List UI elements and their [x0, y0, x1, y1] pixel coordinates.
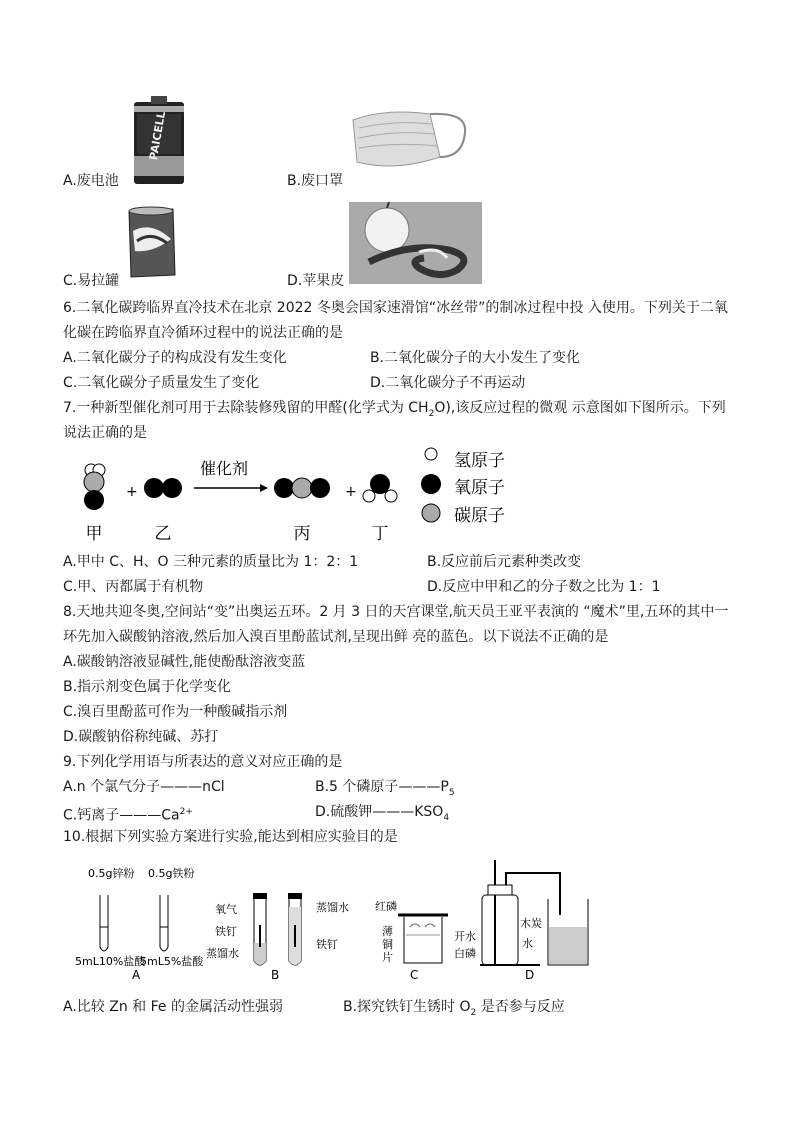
q5-option-b: B.废口罩: [287, 173, 344, 189]
q5-option-a: A.废电池: [63, 173, 119, 189]
reaction-diagram: [62, 444, 522, 549]
plus-sign-1: +: [126, 484, 138, 500]
fig-a-iron-label: 0.5g铁粉: [148, 867, 195, 880]
label-ding: 丁: [371, 524, 389, 544]
q10-option-a: A.比较 Zn 和 Fe 的金属活动性强弱: [63, 999, 283, 1015]
q9-option-a: A.n 个氯气分子———nCl: [63, 779, 225, 795]
fig-d-water-label: 水: [522, 937, 533, 950]
q8-stem-line1: 8.天地共迎冬奥,空间站“变”出奥运五环。2 月 3 日的天宫课堂,航天员王亚平表演的 “魔术”里,五环的其中一: [63, 604, 729, 620]
figure-a: [75, 866, 204, 982]
q7-option-b: B.反应前后元素种类改变: [427, 554, 582, 570]
molecule-yi: [144, 478, 182, 498]
molecule-jia: [84, 464, 105, 510]
q7-stem-line2: 说法正确的是: [63, 425, 147, 441]
fig-a-letter: A: [132, 968, 141, 982]
figure-b: [206, 893, 349, 982]
q8-option-d: D.碳酸钠俗称纯碱、苏打: [63, 729, 219, 745]
legend-oxygen: 氧原子: [454, 478, 505, 498]
q7-option-d: D.反应中甲和乙的分子数之比为 1：1: [427, 579, 661, 595]
q9-option-b: B.5 个磷原子$———P_5$: [315, 779, 455, 798]
q5-option-c: C.易拉罐: [63, 273, 120, 289]
catalyst-label: 催化剂: [200, 459, 249, 478]
fig-a-acid-left: 5mL10%盐酸: [75, 955, 146, 968]
fig-c-white-phosphorus-label: 白磷: [454, 947, 476, 960]
q8-option-c: C.溴百里酚蓝可作为一种酸碱指示剂: [63, 704, 288, 720]
q6-option-c: C.二氧化碳分子质量发生了变化: [63, 375, 260, 391]
figure-d: [480, 860, 588, 982]
fig-c-copper-label-2: 铜: [382, 938, 393, 951]
fig-c-hot-water-label: 开水: [454, 930, 476, 943]
fig-a-zinc-label: 0.5g锌粉: [88, 867, 135, 880]
q8-option-b: B.指示剂变色属于化学变化: [63, 679, 232, 695]
plus-sign-2: +: [345, 484, 357, 500]
fig-c-copper-label-1: 薄: [382, 925, 393, 938]
fig-c-letter: C: [410, 968, 419, 982]
q6-stem-line1: 6.二氧化碳跨临界直冷技术在北京 2022 冬奥会国家速滑馆“冰丝带”的制冰过程中投 入使用。下列关于二氧: [63, 300, 728, 316]
q6-option-a: A.二氧化碳分子的构成没有发生变化: [63, 350, 287, 366]
fig-a-acid-right: 5mL5%盐酸: [140, 955, 204, 968]
experiment-figures: [70, 855, 600, 990]
q8-option-a: A.碳酸钠溶液显碱性,能使酚酞溶液变蓝: [63, 654, 306, 670]
legend-carbon: 碳原子: [454, 506, 505, 526]
q7-option-a: A.甲中 C、H、O 三种元素的质量比为 1：2：1: [63, 554, 359, 570]
label-jia: 甲: [85, 524, 103, 544]
fig-b-nail-right-label: 铁钉: [316, 938, 338, 951]
q8-stem-line2: 环先加入碳酸钠溶液,然后加入溴百里酚蓝试剂,呈现出鲜 亮的蓝色。以下说法不正确的是: [63, 629, 609, 645]
q10-option-b: B.探究铁钉生锈时 $O_2$ 是否参与反应: [343, 999, 565, 1018]
apple-peel-image: [349, 202, 482, 284]
legend-hydrogen: 氢原子: [454, 451, 505, 471]
fig-b-nail-left-label: 铁钉: [215, 925, 237, 938]
fig-b-water-right-label: 蒸馏水: [316, 901, 349, 914]
mask-image: [345, 102, 470, 177]
q5-option-d: D.苹果皮: [287, 273, 345, 289]
q9-option-c: C.钙离子$———Ca^{2+}$: [63, 807, 193, 824]
fig-c-red-phosphorus-label: 红磷: [375, 900, 397, 913]
q6-stem-line2: 化碳在跨临界直冷循环过程中的说法正确的是: [63, 325, 343, 341]
molecule-ding: [363, 474, 397, 502]
fig-d-charcoal-label: 木炭: [520, 917, 542, 930]
q7-stem-line1: 7.一种新型催化剂可用于去除装修残留的甲醛(化学式为 $CH_2O$),该反应过程的微观 示意图如下图所示。下列: [63, 400, 726, 419]
q6-option-d: D.二氧化碳分子不再运动: [370, 375, 526, 391]
molecule-bing: [274, 478, 330, 498]
fig-b-oxygen-label: 氧气: [215, 903, 237, 916]
soda-can-image: [123, 205, 179, 280]
label-bing: 丙: [293, 524, 311, 544]
q9-stem: 9.下列化学用语与所表达的意义对应正确的是: [63, 754, 343, 770]
figure-c: [375, 899, 476, 982]
fig-b-letter: B: [271, 968, 280, 982]
q7-option-c: C.甲、丙都属于有机物: [63, 579, 204, 595]
fig-b-water-left-label: 蒸馏水: [206, 947, 239, 960]
battery-brand: PAICELL: [146, 110, 169, 162]
q10-stem: 10.根据下列实验方案进行实验,能达到相应实验目的是: [63, 829, 398, 845]
q9-option-d: D.硫酸钾$———KSO_4$: [315, 804, 450, 823]
legend-oxygen-icon: [421, 474, 441, 494]
legend-carbon-icon: [422, 504, 440, 522]
legend-hydrogen-icon: [425, 448, 437, 460]
fig-d-letter: D: [525, 968, 535, 982]
fig-c-copper-label-3: 片: [382, 951, 393, 964]
label-yi: 乙: [154, 524, 172, 544]
q6-option-b: B.二氧化碳分子的大小发生了变化: [370, 350, 581, 366]
battery-image: [133, 96, 185, 186]
